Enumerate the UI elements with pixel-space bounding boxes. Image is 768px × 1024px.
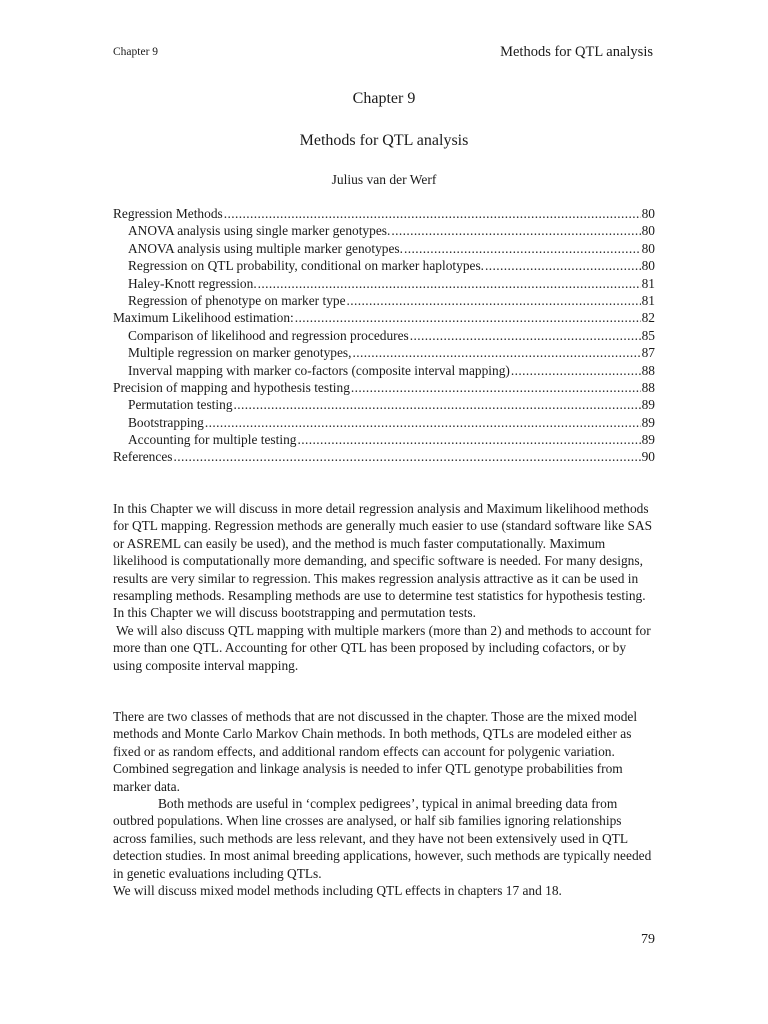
toc-entry-title: Haley-Knott regression.: [128, 275, 257, 291]
toc-entry-title: ANOVA analysis using single marker genotypes.: [128, 223, 391, 239]
toc-entry[interactable]: [113, 379, 655, 396]
toc-entry[interactable]: [113, 257, 655, 274]
toc-entry[interactable]: [113, 344, 655, 361]
toc-entry-title: Comparison of likelihood and regression procedures: [128, 327, 409, 343]
toc-entry-page: 81: [641, 292, 655, 308]
running-header-chapter: Chapter 9: [113, 46, 159, 58]
toc-entry-page: 82: [641, 310, 655, 326]
toc-leader-dots: [173, 448, 640, 465]
toc-leader-dots: [485, 257, 641, 274]
toc-leader-dots: [295, 309, 641, 326]
body-paragraph: Both methods are useful in ‘complex pedigrees’, typical in animal breeding data from outbred populations. When line crosses are analysed, or half sib families ignoring relationships across families, such methods are less relevant, and they have not been extensively used in QTL detection studies. In most animal breeding applications, however, such methods are typically needed in genetic evaluations including QTLs.: [113, 796, 652, 881]
toc-leader-dots: [224, 205, 641, 222]
toc-entry-page: 88: [641, 379, 655, 395]
toc-entry-page: 80: [641, 240, 655, 256]
toc-entry-title: Regression on QTL probability, conditional on marker haplotypes.: [128, 258, 485, 274]
toc-entry-page: 85: [641, 327, 655, 343]
toc-entry[interactable]: [113, 292, 655, 309]
toc-entry-title: Precision of mapping and hypothesis testing: [113, 379, 350, 395]
toc-entry-page: 89: [641, 432, 655, 448]
toc-leader-dots: [410, 327, 641, 344]
toc-entry-title: References: [113, 449, 173, 465]
body-paragraph: We will also discuss QTL mapping with multiple markers (more than 2) and methods to account for more than one QTL. Accounting for other QTL has been proposed by including cofactors, or by using composite interval mapping.: [113, 622, 651, 673]
toc-entry-title: Regression Methods: [113, 206, 223, 221]
toc-leader-dots: [258, 275, 641, 292]
toc-entry[interactable]: [113, 240, 655, 257]
toc-entry[interactable]: [113, 222, 655, 239]
intro-paragraph-block: [113, 500, 658, 674]
toc-leader-dots: [297, 431, 640, 448]
toc-entry-title: Maximum Likelihood estimation:: [113, 310, 294, 326]
toc-entry-title: Inverval mapping with marker co-factors (composite interval mapping): [128, 362, 510, 378]
toc-leader-dots: [347, 292, 641, 309]
toc-entry-title: Multiple regression on marker genotypes,: [128, 345, 352, 361]
toc-entry[interactable]: [113, 362, 655, 379]
toc-leader-dots: [351, 379, 641, 396]
toc-entry-page: 88: [641, 362, 655, 378]
toc-entry[interactable]: [113, 414, 655, 431]
toc-entry-title: Permutation testing: [128, 397, 233, 413]
body-paragraph: We will discuss mixed model methods including QTL effects in chapters 17 and 18.: [113, 883, 562, 899]
toc-leader-dots: [404, 240, 641, 257]
body-paragraph: There are two classes of methods that are not discussed in the chapter. Those are the mixed model methods and Monte Carlo Markov Chain methods. In both methods, QTLs are modeled either as fixed or as random effects, and additional random effects can account for polygenic variation. Combined segregation and linkage analysis is needed to infer QTL genotype probabilities from marker data.: [113, 709, 638, 794]
author-name: Julius van der Werf: [331, 172, 437, 187]
body-paragraph: In this Chapter we will discuss in more detail regression analysis and Maximum likelihood methods for QTL mapping. Regression methods are generally much easier to use (standard software like SAS or ASREML can easily be used), and the method is much faster computationally. Maximum likelihood is computationally more demanding, and specific software is needed. For many designs, results are very similar to regression. This makes regression analysis attractive as it can be used in resampling methods. Resampling methods are use to determine test statistics for hypothesis testing. In this Chapter we will discuss bootstrapping and permutation tests.: [113, 501, 653, 621]
toc-entry-page: 80: [641, 258, 655, 274]
chapter-title: Methods for QTL analysis: [299, 132, 469, 149]
table-of-contents: [113, 205, 655, 466]
toc-leader-dots: [205, 414, 641, 431]
toc-entry-title: ANOVA analysis using multiple marker genotypes.: [128, 240, 403, 256]
toc-entry-title: Bootstrapping: [128, 414, 204, 430]
toc-entry-page: 80: [641, 223, 655, 239]
toc-entry-title: Regression of phenotype on marker type: [128, 292, 346, 308]
toc-leader-dots: [391, 222, 640, 239]
toc-leader-dots: [353, 344, 641, 361]
toc-entry-page: 89: [641, 397, 655, 413]
running-header-title: Methods for QTL analysis: [500, 44, 653, 60]
toc-entry[interactable]: [113, 309, 655, 326]
toc-leader-dots: [511, 362, 641, 379]
toc-entry-title: Accounting for multiple testing: [128, 432, 297, 448]
toc-entry-page: 87: [641, 345, 655, 361]
toc-leader-dots: [234, 396, 641, 413]
toc-entry-page: 90: [641, 449, 655, 465]
toc-entry[interactable]: [113, 327, 655, 344]
toc-entry[interactable]: [113, 431, 655, 448]
chapter-label: Chapter 9: [352, 90, 416, 107]
toc-entry[interactable]: [113, 396, 655, 413]
toc-entry-page: 81: [641, 275, 655, 291]
toc-entry-page: 89: [641, 414, 655, 430]
toc-entry[interactable]: [113, 275, 655, 292]
methods-paragraph-block: [113, 708, 658, 899]
toc-entry[interactable]: [113, 448, 655, 465]
toc-entry[interactable]: [113, 205, 655, 222]
page-number: 79: [641, 932, 655, 947]
toc-entry-page: 80: [641, 206, 655, 221]
